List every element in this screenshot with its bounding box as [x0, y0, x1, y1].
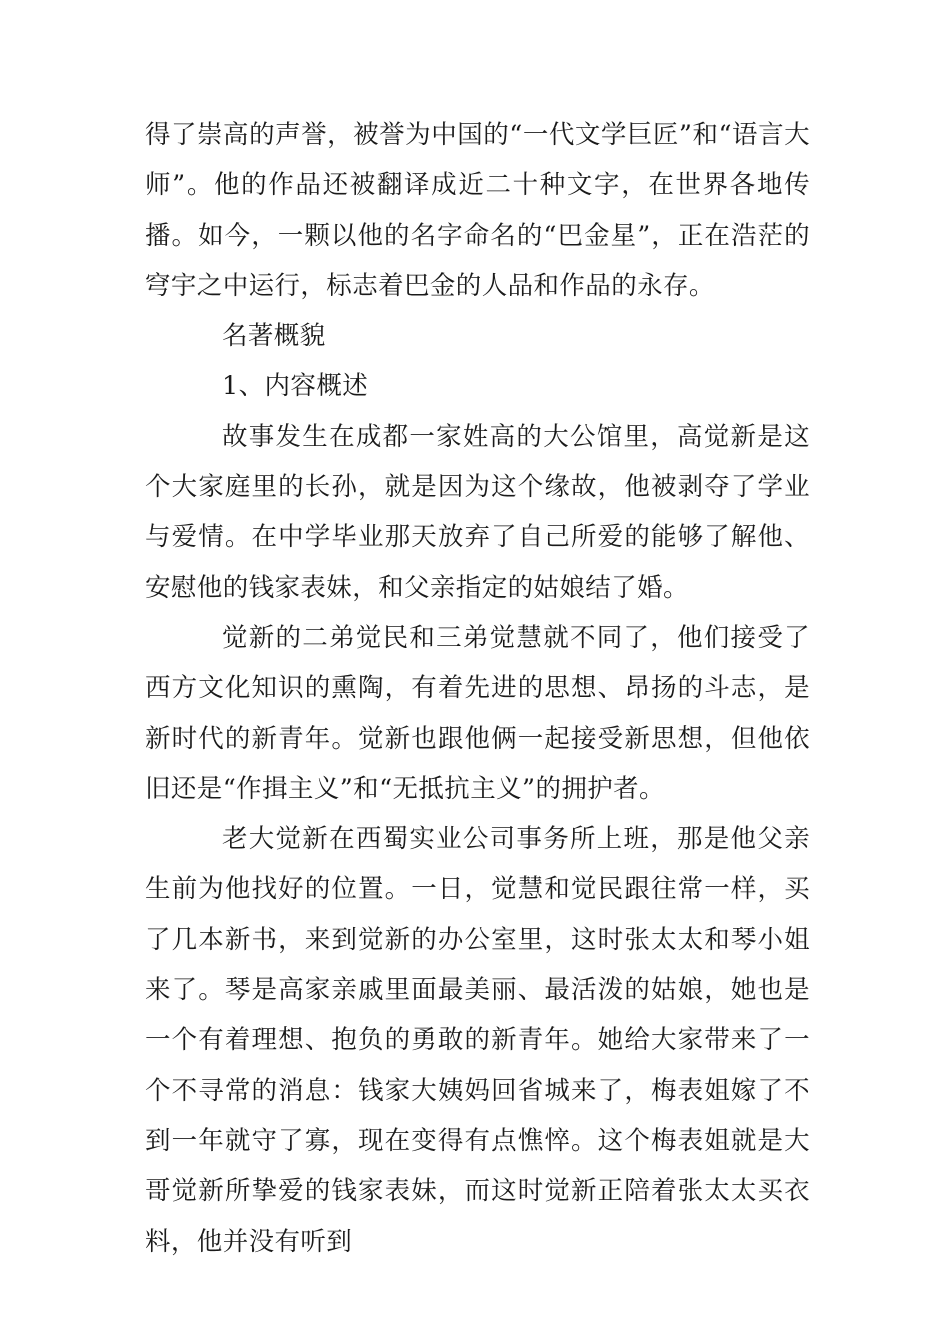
subsection-heading: 1、内容概述 [222, 371, 369, 402]
paragraph-intro-continued: 得了崇高的声誉，被誉为中国的“一代文学巨匠”和“语言大师”。他的作品还被翻译成近二十种文字，在世界各地传播。如今，一颗以他的名字命名的“巴金星”，正在浩茫的穹宇之中运行，标志着巴金的人品和作品的永存。 [145, 120, 810, 301]
document-body [145, 110, 810, 1267]
paragraph-summary-3: 老大觉新在西蜀实业公司事务所上班，那是他父亲生前为他找好的位置。一日，觉慧和觉民跟往常一样，买了几本新书，来到觉新的办公室里，这时张太太和琴小姐来了。琴是高家亲戚里面最美丽、最活泼的姑娘，她也是一个有着理想、抱负的勇敢的新青年。她给大家带来了一个不寻常的消息：钱家大姨妈回省城来了，梅表姐嫁了不到一年就守了寡，现在变得有点憔悴。这个梅表姐就是大哥觉新所挚爱的钱家表妹，而这时觉新正陪着张太太买衣料，他并没有听到 [145, 824, 810, 1257]
paragraph-summary-2: 觉新的二弟觉民和三弟觉慧就不同了，他们接受了西方文化知识的熏陶，有着先进的思想、昂扬的斗志，是新时代的新青年。觉新也跟他俩一起接受新思想，但他依旧还是“作揖主义”和“无抵抗主义”的拥护者。 [145, 622, 810, 804]
section-heading: 名著概貌 [222, 321, 326, 352]
paragraph-summary-1: 故事发生在成都一家姓高的大公馆里，高觉新是这个大家庭里的长孙，就是因为这个缘故，他被剥夺了学业与爱情。在中学毕业那天放弃了自己所爱的能够了解他、安慰他的钱家表妹，和父亲指定的姑娘结了婚。 [145, 421, 810, 603]
